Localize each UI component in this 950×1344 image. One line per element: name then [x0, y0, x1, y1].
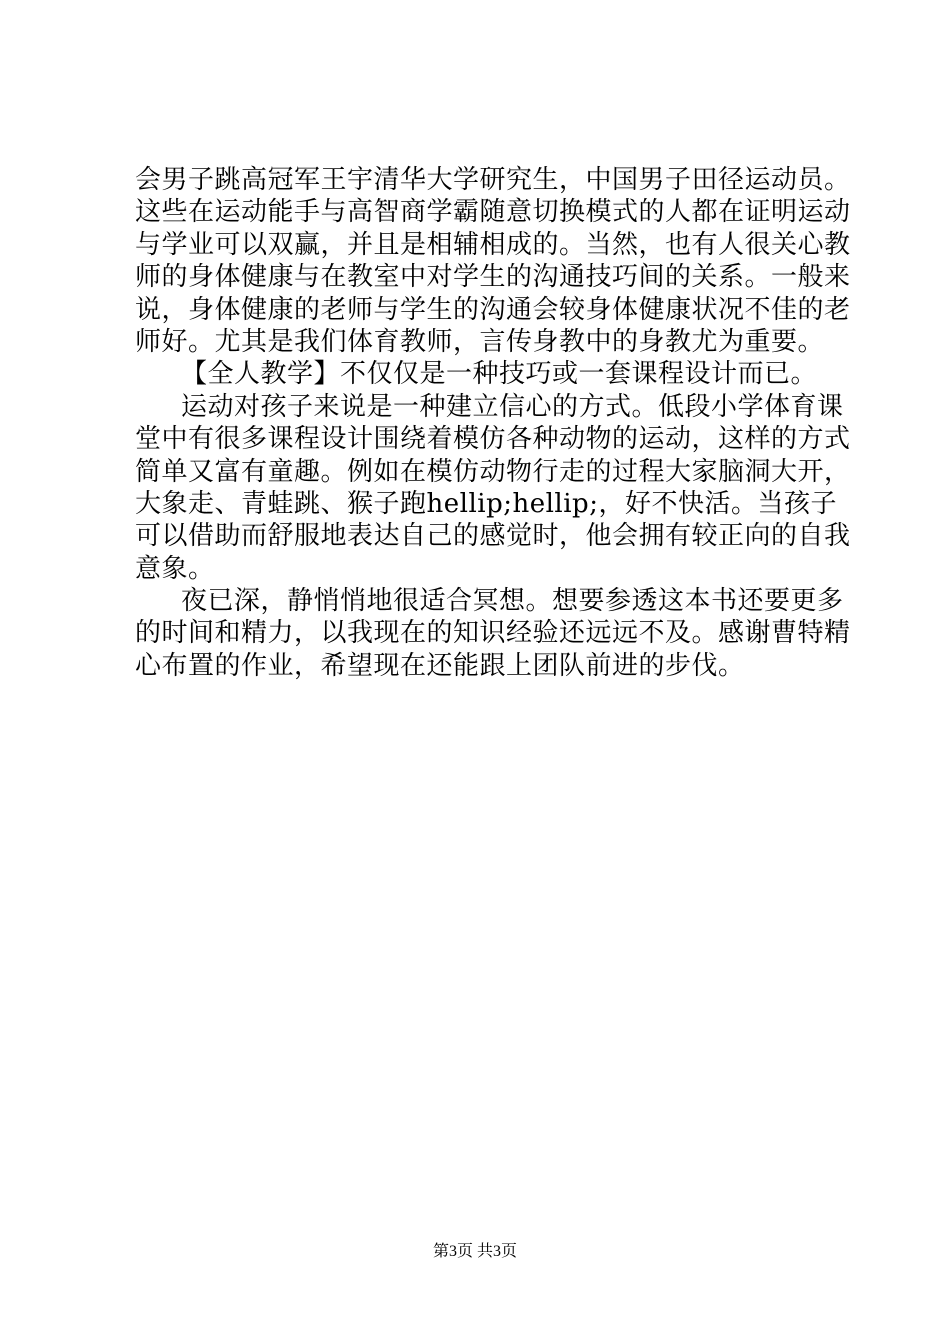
- text-line: 堂中有很多课程设计围绕着模仿各种动物的运动，这样的方式: [135, 424, 851, 455]
- text-line: 可以借助而舒服地表达自己的感觉时，他会拥有较正向的自我: [135, 521, 851, 552]
- page-number: 第3页 共3页: [432, 1243, 517, 1260]
- paragraph: [135, 164, 851, 358]
- paragraph: [135, 585, 851, 682]
- text-line: 师好。尤其是我们体育教师，言传身教中的身教尤为重要。: [135, 326, 825, 357]
- text-line: 师的身体健康与在教室中对学生的沟通技巧间的关系。一般来: [135, 262, 851, 293]
- text-line: 【全人教学】不仅仅是一种技巧或一套课程设计而已。: [181, 359, 818, 390]
- text-line: 简单又富有童趣。例如在模仿动物行走的过程大家脑洞大开，: [135, 456, 851, 487]
- text-line: 夜已深，静悄悄地很适合冥想。想要参透这本书还要更多: [181, 586, 844, 617]
- text-line: 这些在运动能手与高智商学霸随意切换模式的人都在证明运动: [135, 197, 851, 228]
- text-line: 的时间和精力，以我现在的知识经验还远远不及。感谢曹特精: [135, 618, 851, 649]
- text-line: 会男子跳高冠军王宇清华大学研究生，中国男子田径运动员。: [135, 165, 851, 195]
- paragraph: [135, 391, 851, 585]
- body-text: [135, 164, 851, 682]
- text-line: 说，身体健康的老师与学生的沟通会较身体健康状况不佳的老: [135, 294, 851, 325]
- text-line: 与学业可以双赢，并且是相辅相成的。当然，也有人很关心教: [135, 229, 851, 260]
- text-line: 心布置的作业，希望现在还能跟上团队前进的步伐。: [135, 650, 745, 681]
- text-line: 运动对孩子来说是一种建立信心的方式。低段小学体育课: [181, 391, 844, 422]
- paragraph: [135, 358, 825, 390]
- text-line: 大象走、青蛙跳、猴子跑hellip;hellip;，好不快活。当孩子: [135, 488, 837, 519]
- page-footer: [0, 1242, 950, 1262]
- text-line: 意象。: [135, 553, 215, 584]
